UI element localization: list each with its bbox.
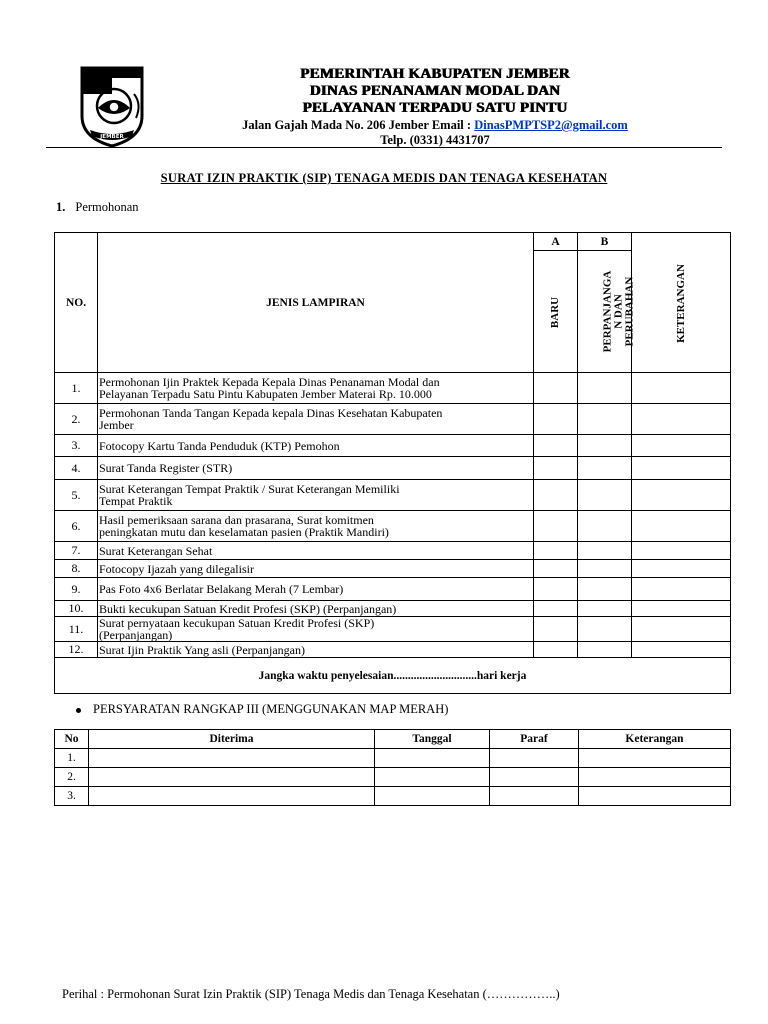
row-keterangan-cell[interactable] <box>632 578 731 601</box>
row-baru-cell[interactable] <box>534 642 578 658</box>
row-perpanjangan-cell[interactable] <box>578 542 632 560</box>
sub-header-diterima: Diterima <box>89 730 375 749</box>
table-row <box>55 457 731 480</box>
letterhead-line-1: PEMERINTAH KABUPATEN JEMBER <box>300 66 570 82</box>
col-header-keterangan <box>632 233 731 373</box>
row-lampiran <box>98 404 534 435</box>
row-keterangan-cell[interactable] <box>632 435 731 457</box>
table-row <box>55 404 731 435</box>
table-row <box>55 542 731 560</box>
row-keterangan-cell[interactable] <box>632 617 731 642</box>
row-lampiran <box>98 542 534 560</box>
row-keterangan-cell[interactable] <box>632 601 731 617</box>
section-1-label: Permohonan <box>75 200 139 214</box>
col-header-baru-text: BARU <box>548 296 561 329</box>
row-lampiran <box>98 435 534 457</box>
row-baru-cell[interactable] <box>534 404 578 435</box>
row-lampiran-line-1: Hasil pemeriksaan sarana dan prasarana, Surat komitmen <box>99 513 374 527</box>
col-header-baru <box>534 251 578 373</box>
row-lampiran-line-1: Surat Keterangan Tempat Praktik / Surat Keterangan Memiliki <box>99 482 400 496</box>
row-lampiran <box>98 617 534 642</box>
sub-row-paraf-cell[interactable] <box>490 749 579 768</box>
col-header-keterangan-text: KETERANGAN <box>674 264 687 343</box>
row-perpanjangan-cell[interactable] <box>578 578 632 601</box>
row-lampiran <box>98 457 534 480</box>
row-perpanjangan-cell[interactable] <box>578 560 632 578</box>
row-number: 2. <box>55 404 98 435</box>
sub-header-paraf: Paraf <box>490 730 579 749</box>
col-header-jenis-lampiran: JENIS LAMPIRAN <box>98 233 534 373</box>
col-header-perpanjangan <box>578 251 636 373</box>
address-text: Jalan Gajah Mada No. 206 Jember Email : <box>242 118 475 132</box>
section-1-number: 1. <box>56 200 66 214</box>
row-lampiran <box>98 480 534 511</box>
row-lampiran-line-1: Surat Keterangan Sehat <box>99 543 213 558</box>
email-link[interactable]: DinasPMPTSP2@gmail.com <box>474 118 628 132</box>
row-keterangan-cell[interactable] <box>632 542 731 560</box>
row-lampiran-line-1: Surat pernyataan kecukupan Satuan Kredit Profesi (SKP) <box>99 616 375 630</box>
table-row <box>55 768 731 787</box>
sub-row-diterima-cell[interactable] <box>89 787 375 806</box>
row-lampiran-line-2: Tempat Praktik <box>99 494 173 508</box>
row-keterangan-cell[interactable] <box>632 373 731 404</box>
sub-row-diterima-cell[interactable] <box>89 749 375 768</box>
sub-row-tanggal-cell[interactable] <box>375 749 490 768</box>
lampiran-table <box>54 232 731 694</box>
sub-row-number: 3. <box>55 787 89 806</box>
col-header-no: NO. <box>55 233 98 373</box>
row-number: 5. <box>55 480 98 511</box>
row-number: 3. <box>55 435 98 457</box>
row-lampiran-line-1: Surat Ijin Praktik Yang asli (Perpanjangan) <box>99 642 305 657</box>
sub-header-no: No <box>55 730 89 749</box>
table-row <box>55 787 731 806</box>
logo-text: JEMBER <box>100 134 124 140</box>
row-number: 7. <box>55 542 98 560</box>
row-lampiran <box>98 601 534 617</box>
row-baru-cell[interactable] <box>534 480 578 511</box>
table-row <box>55 480 731 511</box>
row-baru-cell[interactable] <box>534 457 578 480</box>
table-row <box>55 578 731 601</box>
row-perpanjangan-cell[interactable] <box>578 617 632 642</box>
row-keterangan-cell[interactable] <box>632 511 731 542</box>
table-row <box>55 560 731 578</box>
row-keterangan-cell[interactable] <box>632 560 731 578</box>
col-header-a: A <box>534 233 578 251</box>
table-row <box>55 642 731 658</box>
row-lampiran-line-2: (Perpanjangan) <box>99 628 173 642</box>
document-title <box>0 171 768 186</box>
rangkap-table <box>54 729 731 806</box>
row-baru-cell[interactable] <box>534 578 578 601</box>
sub-row-number: 2. <box>55 768 89 787</box>
letterhead-address <box>150 118 720 133</box>
row-lampiran-line-2: Jember <box>99 418 134 432</box>
sub-row-paraf-cell[interactable] <box>490 787 579 806</box>
row-lampiran-line-2: peningkatan mutu dan keselamatan pasien (Praktik Mandiri) <box>99 525 389 539</box>
table-row <box>55 511 731 542</box>
row-number: 8. <box>55 560 98 578</box>
row-lampiran-line-1: Surat Tanda Register (STR) <box>99 461 233 475</box>
table-row <box>55 749 731 768</box>
row-perpanjangan-cell[interactable] <box>578 511 632 542</box>
row-lampiran <box>98 511 534 542</box>
sub-row-keterangan-cell[interactable] <box>579 768 731 787</box>
row-number: 9. <box>55 578 98 601</box>
letterhead <box>150 66 720 148</box>
letterhead-line-2: DINAS PENANAMAN MODAL DAN <box>309 83 561 99</box>
sub-row-keterangan-cell[interactable] <box>579 787 731 806</box>
section-2-label: PERSYARATAN RANGKAP III (MENGGUNAKAN MAP MERAH) <box>93 702 449 716</box>
row-baru-cell[interactable] <box>534 617 578 642</box>
row-perpanjangan-cell[interactable] <box>578 404 632 435</box>
row-keterangan-cell[interactable] <box>632 457 731 480</box>
row-perpanjangan-cell[interactable] <box>578 642 632 658</box>
row-baru-cell[interactable] <box>534 601 578 617</box>
table-row <box>55 435 731 457</box>
row-perpanjangan-cell[interactable] <box>578 435 632 457</box>
row-number: 1. <box>55 373 98 404</box>
row-lampiran-line-1: Permohonan Ijin Praktek Kepada Kepala Dinas Penanaman Modal dan <box>99 375 440 389</box>
row-lampiran <box>98 642 534 658</box>
sub-row-tanggal-cell[interactable] <box>375 787 490 806</box>
sub-row-number: 1. <box>55 749 89 768</box>
table-row <box>55 617 731 642</box>
row-lampiran <box>98 578 534 601</box>
sub-row-tanggal-cell[interactable] <box>375 768 490 787</box>
row-perpanjangan-cell[interactable] <box>578 457 632 480</box>
row-perpanjangan-cell[interactable] <box>578 480 632 511</box>
row-lampiran-line-2: Pelayanan Terpadu Satu Pintu Kabupaten Jember Materai Rp. 10.000 <box>99 387 432 401</box>
row-number: 6. <box>55 511 98 542</box>
row-lampiran-line-1: Fotocopy Kartu Tanda Penduduk (KTP) Pemohon <box>99 438 340 453</box>
row-lampiran <box>98 373 534 404</box>
document-title-text: SURAT IZIN PRAKTIK (SIP) TENAGA MEDIS DAN TENAGA KESEHATAN <box>160 171 608 185</box>
section-1-heading <box>56 200 139 215</box>
lampiran-rows <box>55 373 731 658</box>
row-baru-cell[interactable] <box>534 511 578 542</box>
row-number: 11. <box>55 617 98 642</box>
row-baru-cell[interactable] <box>534 542 578 560</box>
sub-row-paraf-cell[interactable] <box>490 768 579 787</box>
section-2-heading <box>76 702 448 717</box>
row-baru-cell[interactable] <box>534 435 578 457</box>
letterhead-line-3: PELAYANAN TERPADU SATU PINTU <box>302 100 568 116</box>
jember-emblem-logo <box>76 64 148 148</box>
perihal-footer: Perihal : Permohonan Surat Izin Praktik (SIP) Tenaga Medis dan Tenaga Kesehatan (……………..) <box>62 987 560 1001</box>
bullet-icon <box>76 708 81 713</box>
table-row <box>55 601 731 617</box>
sub-header-keterangan: Keterangan <box>579 730 731 749</box>
sub-row-keterangan-cell[interactable] <box>579 749 731 768</box>
row-perpanjangan-cell[interactable] <box>578 601 632 617</box>
sub-header-tanggal: Tanggal <box>375 730 490 749</box>
row-lampiran <box>98 560 534 578</box>
row-lampiran-line-1: Bukti kecukupan Satuan Kredit Profesi (SKP) (Perpanjangan) <box>99 601 397 616</box>
header-divider <box>46 147 722 148</box>
letterhead-phone: Telp. (0331) 4431707 <box>380 133 490 147</box>
row-lampiran-line-1: Permohonan Tanda Tangan Kepada kepala Dinas Kesehatan Kabupaten <box>99 406 443 420</box>
sub-row-diterima-cell[interactable] <box>89 768 375 787</box>
row-baru-cell[interactable] <box>534 560 578 578</box>
row-baru-cell[interactable] <box>534 373 578 404</box>
table-row <box>55 373 731 404</box>
col-header-perpanjangan-text: PERPANJANGA N DAN PERUBAHAN <box>601 270 636 352</box>
row-keterangan-cell[interactable] <box>632 404 731 435</box>
col-header-b: B <box>578 233 632 251</box>
jangka-waktu-row: Jangka waktu penyelesaian.............................hari kerja <box>55 658 731 694</box>
rangkap-rows <box>55 749 731 806</box>
row-number: 12. <box>55 642 98 658</box>
row-number: 4. <box>55 457 98 480</box>
row-number: 10. <box>55 601 98 617</box>
row-keterangan-cell[interactable] <box>632 480 731 511</box>
row-lampiran-line-1: Pas Foto 4x6 Berlatar Belakang Merah (7 Lembar) <box>99 582 344 596</box>
row-lampiran-line-1: Fotocopy Ijazah yang dilegalisir <box>99 561 254 576</box>
row-keterangan-cell[interactable] <box>632 642 731 658</box>
row-perpanjangan-cell[interactable] <box>578 373 632 404</box>
